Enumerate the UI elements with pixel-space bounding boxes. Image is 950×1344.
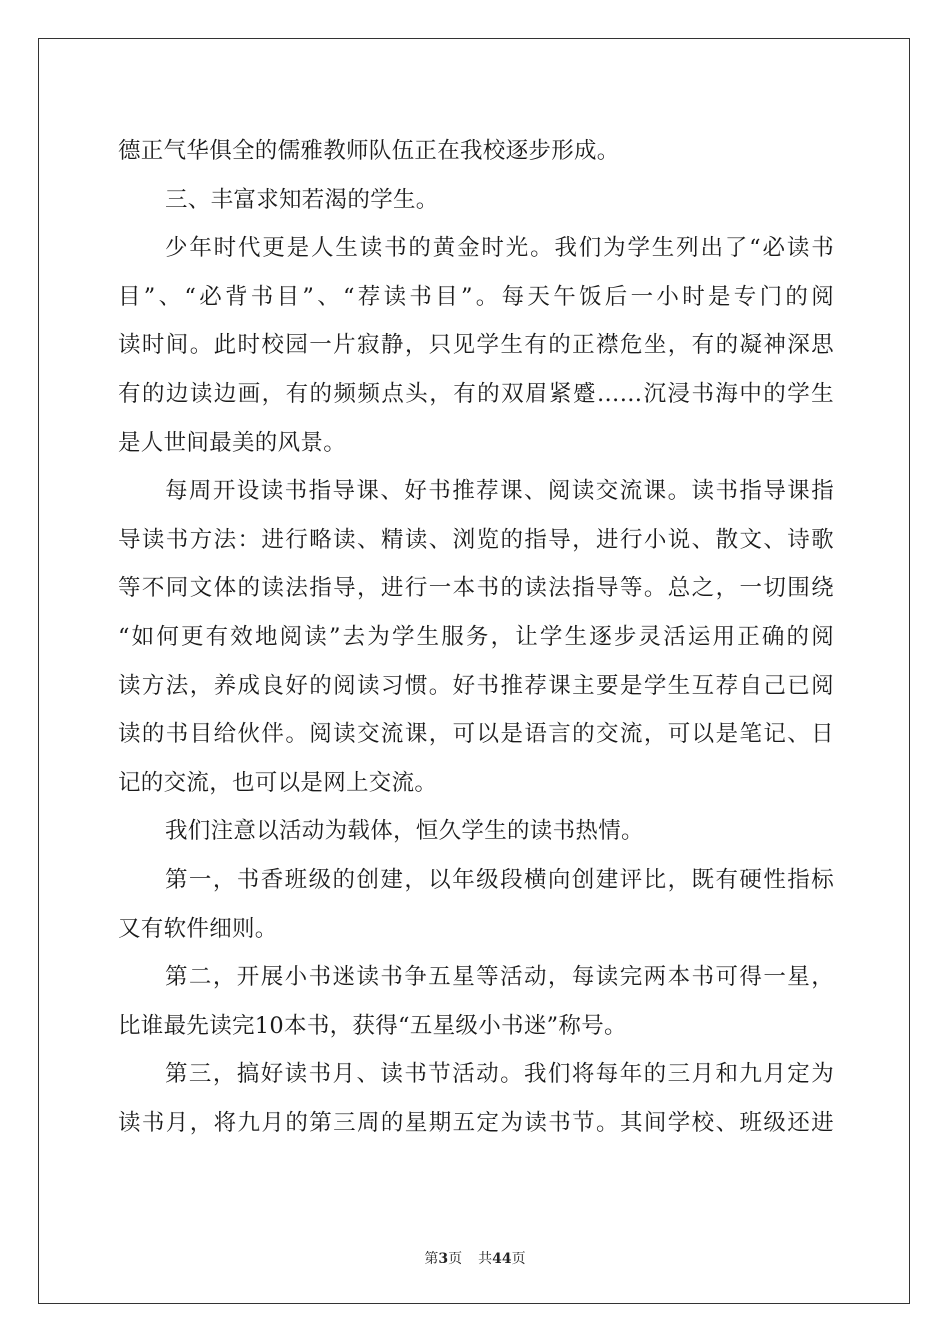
text-line: 导读书方法：进行略读、精读、浏览的指导，进行小说、散文、诗歌: [118, 526, 834, 553]
page-prefix: 第: [424, 1251, 439, 1267]
text-line: 德正气华俱全的儒雅教师队伍正在我校逐步形成。: [118, 138, 620, 164]
text-line: 目”、“必背书目”、“荐读书目”。每天午饭后一小时是专门的阅: [118, 283, 834, 310]
text-line: 是人世间最美的风景。: [118, 429, 347, 456]
page-footer: [0, 1248, 950, 1268]
page-number: 3: [438, 1251, 449, 1267]
total-prefix: 共: [478, 1251, 493, 1267]
text-line: 读书月，将九月的第三周的星期五定为读书节。其间学校、班级还进: [118, 1109, 834, 1136]
document-body: [118, 127, 834, 1147]
text-line: 有的边读边画，有的频频点头，有的双眉紧蹙……沉浸书海中的学生: [118, 380, 834, 407]
text-line: 每周开设读书指导课、好书推荐课、阅读交流课。读书指导课指: [165, 478, 834, 505]
page-suffix: 页: [448, 1251, 463, 1267]
text-line: 第一，书香班级的创建，以年级段横向创建评比，既有硬性指标: [165, 866, 834, 893]
text-line: 又有软件细则。: [118, 915, 278, 942]
text-line: 第二，开展小书迷读书争五星等活动，每读完两本书可得一星，: [165, 964, 834, 991]
text-line: 记的交流，也可以是网上交流。: [118, 769, 438, 796]
text-line: 三、丰富求知若渴的学生。: [165, 186, 439, 213]
text-line: 读时间。此时校园一片寂静，只见学生有的正襟危坐，有的凝神深思: [118, 332, 834, 359]
text-line: 等不同文体的读法指导，进行一本书的读法指导等。总之，一切围绕: [118, 575, 834, 602]
text-line: 第三，搞好读书月、读书节活动。我们将每年的三月和九月定为: [165, 1061, 834, 1088]
total-suffix: 页: [511, 1251, 526, 1267]
text-line: 我们注意以活动为载体，恒久学生的读书热情。: [165, 818, 644, 845]
text-line: “如何更有效地阅读”去为学生服务，让学生逐步灵活运用正确的阅: [118, 623, 834, 650]
text-line: 读方法，养成良好的阅读习惯。好书推荐课主要是学生互荐自己已阅: [118, 672, 834, 699]
text-line: 少年时代更是人生读书的黄金时光。我们为学生列出了“必读书: [165, 235, 834, 262]
text-line: 比谁最先读完10本书，获得“五星级小书迷”称号。: [118, 1012, 627, 1039]
text-line: 读的书目给伙伴。阅读交流课，可以是语言的交流，可以是笔记、日: [118, 721, 834, 748]
total-pages: 44: [492, 1251, 512, 1267]
